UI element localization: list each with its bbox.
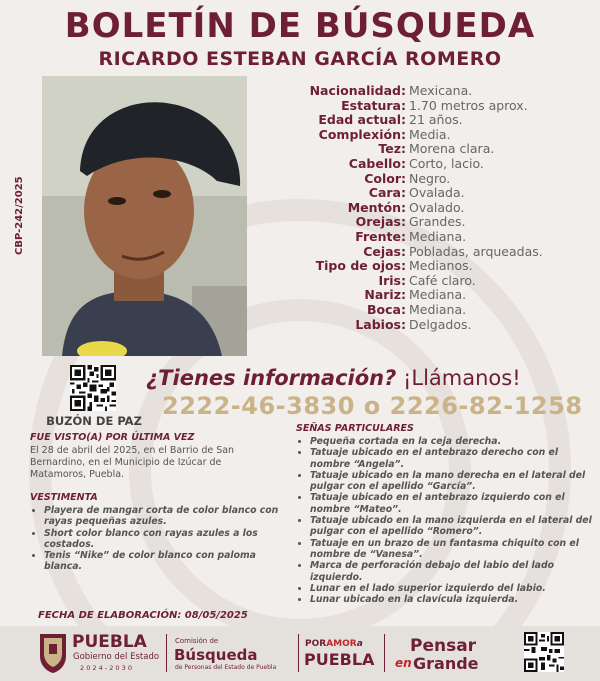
mark-item: • Pequeña cortada en la ceja derecha.: [310, 436, 598, 447]
attr-value: Media.: [409, 126, 451, 142]
footer-divider: [166, 634, 167, 672]
attr-value: Pobladas, arqueadas.: [409, 243, 543, 259]
footer-qr-code[interactable]: [524, 632, 564, 672]
missing-person-name: RICARDO ESTEBAN GARCÍA ROMERO: [98, 48, 502, 70]
attr-label: Estatura:: [341, 97, 406, 113]
footer-bar: [0, 626, 600, 681]
last-seen-text: El 28 de abril del 2025, en el Barrio de San Bernardino, en el Municipio de Izúcar de Matamoros, Puebla.: [30, 445, 235, 480]
clothing-heading: VESTIMENTA: [30, 492, 98, 503]
clothing-item: • Short color blanco con rayas azules a los costados.: [44, 528, 294, 551]
puebla-shield-icon: [38, 632, 68, 674]
attr-row: [268, 142, 598, 157]
attr-row: [268, 99, 598, 114]
comision-small: Comisión de: [175, 637, 219, 645]
attr-label: Boca:: [367, 301, 406, 317]
buzon-de-paz-label: BUZÓN DE PAZ: [46, 414, 142, 428]
attr-row: [268, 303, 598, 318]
attr-row: [268, 215, 598, 230]
attr-label: Cejas:: [363, 243, 406, 259]
attr-value: Ovalada.: [409, 185, 465, 201]
attr-row: [268, 201, 598, 216]
attr-row: [268, 84, 598, 99]
attr-label: Frente:: [355, 228, 406, 244]
attr-value: Delgados.: [409, 316, 472, 332]
gobierno-years: 2 0 2 4 - 2 0 3 0: [80, 664, 132, 672]
attr-row: [268, 245, 598, 260]
call-text: ¡Llámanos!: [402, 366, 521, 390]
missing-person-photo: [42, 76, 247, 356]
mark-item: • Marca de perforación debajo del labio del lado izquierdo.: [310, 560, 598, 583]
mark-item: • Tatuaje ubicado en la mano derecha en el lateral del pulgar con el apellido “García”.: [310, 470, 598, 493]
attr-value: Mediana.: [409, 287, 467, 303]
attr-label: Color:: [364, 170, 406, 186]
por-amor-puebla: PUEBLA: [304, 650, 375, 669]
info-question: [146, 366, 521, 390]
attr-value: Negro.: [409, 170, 451, 186]
amor-text: AMOR: [326, 639, 357, 649]
attr-label: Labios:: [355, 316, 406, 332]
attr-value: Corto, lacio.: [409, 155, 484, 171]
buzon-qr-code[interactable]: [70, 365, 116, 411]
question-text: ¿Tienes información?: [146, 366, 397, 390]
a-text: a: [356, 639, 363, 649]
case-code: CBP-242/2025: [14, 176, 25, 255]
clothing-item: • Tenis “Nike” de color blanco con paloma blanca.: [44, 550, 294, 573]
attr-label: Tez:: [378, 141, 406, 157]
attr-row: [268, 157, 598, 172]
attr-row: [268, 230, 598, 245]
attr-value: Morena clara.: [409, 141, 495, 157]
attr-label: Cabello:: [348, 155, 406, 171]
attr-label: Nacionalidad:: [309, 83, 406, 98]
attr-label: Cara:: [368, 185, 406, 201]
attr-value: Mexicana.: [409, 83, 473, 98]
gobierno-text: Gobierno del Estado: [73, 652, 160, 662]
attr-label: Orejas:: [355, 214, 406, 230]
attr-row: [268, 274, 598, 289]
attr-value: 1.70 metros aprox.: [409, 97, 528, 113]
attr-row: [268, 113, 598, 128]
attr-value: Café claro.: [409, 272, 476, 288]
mark-item: • Tatuaje ubicado en el antebrazo derecho con el nombre “Angela”.: [310, 447, 598, 470]
bulletin-title: BOLETÍN DE BÚSQUEDA: [64, 6, 536, 46]
attr-label: Tipo de ojos:: [315, 258, 406, 274]
attr-row: [268, 318, 598, 333]
puebla-logo-text: PUEBLA: [72, 632, 147, 652]
attr-label: Iris:: [378, 272, 406, 288]
attr-row: [268, 288, 598, 303]
attr-label: Nariz:: [364, 287, 406, 303]
attr-label: Mentón:: [347, 199, 406, 215]
mark-item: • Lunar en el lado superior izquierdo del labio.: [310, 583, 598, 594]
marks-list: [296, 436, 598, 605]
footer-divider: [384, 634, 385, 672]
last-seen-heading: FUE VISTO(A) POR ÚLTIMA VEZ: [30, 432, 195, 443]
comision-big: Búsqueda: [174, 646, 258, 664]
mark-item: • Lunar ubicado en la clavícula izquierda.: [310, 594, 598, 605]
mark-item: • Tatuaje ubicado en la mano izquierda en el lateral del pulgar con el apellido “Romero”.: [310, 515, 598, 538]
clothing-item: • Playera de mangar corta de color blanco con rayas pequeñas azules.: [44, 505, 294, 528]
por-amor-top: [305, 639, 363, 649]
attr-row: [268, 128, 598, 143]
attr-value: Grandes.: [409, 214, 466, 230]
attr-value: Ovalado.: [409, 199, 465, 215]
attr-value: Medianos.: [409, 258, 473, 274]
comision-sub: de Personas del Estado de Puebla: [175, 664, 277, 671]
marks-heading: SEÑAS PARTICULARES: [296, 423, 414, 434]
mark-item: • Tatuaje en un brazo de un fantasma chiquito con el nombre de “Vanesa”.: [310, 538, 598, 561]
mark-item: • Tatuaje ubicado en el antebrazo izquierdo con el nombre “Mateo”.: [310, 492, 598, 515]
attr-label: Edad actual:: [318, 112, 406, 128]
por-text: POR: [305, 639, 327, 649]
en-text: en: [395, 656, 412, 670]
phone-numbers[interactable]: 2222-46-3830 o 2226-82-1258: [162, 392, 583, 420]
clothing-list: [30, 505, 294, 573]
attr-row: [268, 186, 598, 201]
attr-label: Complexión:: [318, 126, 406, 142]
footer-divider: [298, 634, 299, 672]
issue-date: FECHA DE ELABORACIÓN: 08/05/2025: [38, 610, 248, 621]
grande-text: Grande: [413, 654, 479, 673]
physical-description: [268, 84, 598, 332]
attr-row: [268, 259, 598, 274]
attr-value: 21 años.: [409, 112, 463, 128]
attr-row: [268, 172, 598, 187]
attr-value: Mediana.: [409, 301, 467, 317]
attr-value: Mediana.: [409, 228, 467, 244]
pensar-text: Pensar: [410, 636, 477, 656]
